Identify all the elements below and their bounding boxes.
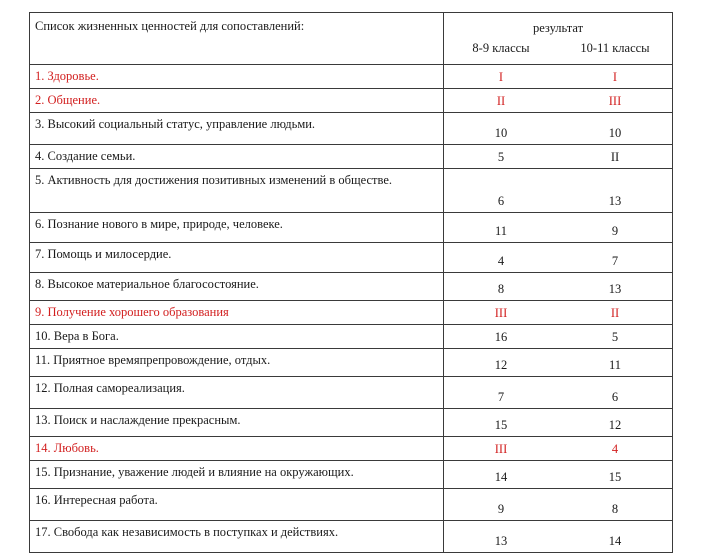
grade-8-9-header: 8-9 классы [472,41,530,55]
rank-grade-8-9: 13 [494,534,508,548]
result-cell [444,169,673,213]
rank-grade-8-9: 15 [494,418,508,432]
value-label: 10. Вера в Бога. [35,329,119,343]
result-cell [444,113,673,145]
result-header-cell [444,13,673,65]
table-row [30,461,673,489]
result-cell [444,273,673,301]
list-title: Список жизненных ценностей для сопоставлений: [35,19,305,33]
value-label-cell [30,273,444,301]
result-cell [444,65,673,89]
result-values [444,89,672,112]
value-label: 13. Поиск и наслаждение прекрасным. [35,413,241,427]
result-values [444,273,672,300]
grade-10-11-header: 10-11 классы [580,41,650,55]
result-values [444,325,672,348]
rank-grade-8-9: 16 [494,330,508,344]
value-label: 11. Приятное времяпрепровождение, отдых. [35,353,271,367]
value-label-cell [30,113,444,145]
value-label: 2. Общение. [35,93,101,107]
value-label-cell [30,409,444,437]
value-label-cell [30,301,444,325]
rank-grade-10-11: 7 [611,254,619,268]
rank-grade-10-11: 9 [611,224,619,238]
result-cell [444,461,673,489]
result-values [444,113,672,144]
values-table-body [30,13,673,553]
result-values [444,437,672,460]
rank-grade-8-9: 14 [494,470,508,484]
table-row [30,89,673,113]
result-cell [444,437,673,461]
values-table [29,12,673,553]
result-cell [444,489,673,521]
table-row [30,409,673,437]
result-values [444,409,672,436]
rank-grade-10-11: 13 [608,282,622,296]
result-values [444,461,672,488]
rank-grade-10-11: II [610,150,620,164]
value-label-cell [30,243,444,273]
value-label-cell [30,65,444,89]
rank-grade-8-9: 12 [494,358,508,372]
value-label-cell [30,213,444,243]
result-values [444,377,672,408]
result-values [444,213,672,242]
rank-grade-8-9: III [494,306,508,320]
table-row [30,113,673,145]
value-label: 17. Свобода как независимость в поступках и действиях. [35,525,339,539]
result-cell [444,325,673,349]
table-row [30,213,673,243]
result-values [444,489,672,520]
value-label-cell [30,489,444,521]
result-cell [444,243,673,273]
table-row [30,301,673,325]
value-label: 12. Полная самореализация. [35,381,185,395]
result-values [444,349,672,376]
value-label-cell [30,377,444,409]
table-row [30,325,673,349]
rank-grade-8-9: 10 [494,126,508,140]
rank-grade-8-9: 4 [497,254,505,268]
table-row [30,489,673,521]
value-label: 7. Помощь и милосердие. [35,247,172,261]
rank-grade-8-9: 7 [497,390,505,404]
result-cell [444,213,673,243]
rank-grade-10-11: 8 [611,502,619,516]
rank-grade-10-11: 6 [611,390,619,404]
rank-grade-8-9: 11 [494,224,508,238]
result-cell [444,145,673,169]
value-label: 8. Высокое материальное благосостояние. [35,277,259,291]
rank-grade-10-11: 13 [608,194,622,208]
value-label: 4. Создание семьи. [35,149,136,163]
result-values [444,145,672,168]
value-label: 6. Познание нового в мире, природе, человеке. [35,217,283,231]
rank-grade-8-9: III [494,442,508,456]
result-values [444,301,672,324]
value-label-cell [30,325,444,349]
result-title: результат [532,21,584,35]
rank-grade-8-9: 6 [497,194,505,208]
result-cell [444,89,673,113]
rank-grade-10-11: 10 [608,126,622,140]
result-cell [444,377,673,409]
value-label-cell [30,169,444,213]
value-label-cell [30,437,444,461]
result-values [444,169,672,212]
list-title-cell [30,13,444,65]
rank-grade-10-11: 5 [611,330,619,344]
rank-grade-10-11: III [608,94,622,108]
rank-grade-8-9: I [498,70,504,84]
result-cell [444,521,673,553]
rank-grade-10-11: I [612,70,618,84]
rank-grade-10-11: 15 [608,470,622,484]
rank-grade-10-11: 12 [608,418,622,432]
rank-grade-8-9: 5 [497,150,505,164]
value-label: 15. Признание, уважение людей и влияние на окружающих. [35,465,354,479]
rank-grade-8-9: 8 [497,282,505,296]
value-label: 1. Здоровье. [35,69,99,83]
value-label-cell [30,89,444,113]
table-row [30,65,673,89]
value-label-cell [30,145,444,169]
table-row [30,521,673,553]
result-values [444,521,672,552]
result-cell [444,349,673,377]
rank-grade-10-11: 14 [608,534,622,548]
grade-subheaders [444,39,672,56]
result-cell [444,409,673,437]
value-label: 5. Активность для достижения позитивных изменений в обществе. [35,173,393,187]
value-label-cell [30,521,444,553]
result-values [444,243,672,272]
rank-grade-10-11: 4 [611,442,619,456]
rank-grade-10-11: II [610,306,620,320]
value-label: 16. Интересная работа. [35,493,158,507]
table-row [30,145,673,169]
result-cell [444,301,673,325]
value-label: 9. Получение хорошего образования [35,305,229,319]
table-row [30,169,673,213]
value-label-cell [30,461,444,489]
table-row [30,437,673,461]
table-row [30,243,673,273]
table-row [30,273,673,301]
rank-grade-8-9: 9 [497,502,505,516]
value-label-cell [30,349,444,377]
result-values [444,65,672,88]
rank-grade-10-11: 11 [608,358,622,372]
header-row [30,13,673,65]
table-row [30,377,673,409]
table-row [30,349,673,377]
value-label: 3. Высокий социальный статус, управление людьми. [35,117,316,131]
rank-grade-8-9: II [496,94,506,108]
value-label: 14. Любовь. [35,441,99,455]
